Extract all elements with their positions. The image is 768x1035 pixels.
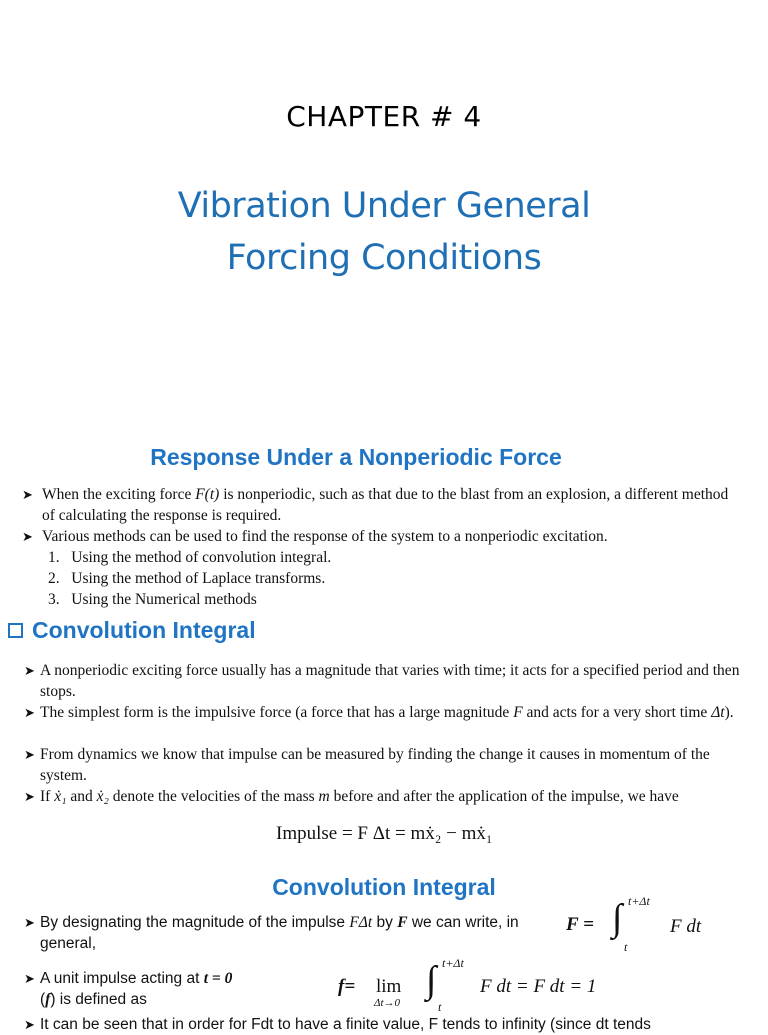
bullet-impulse-momentum: ➤ From dynamics we know that impulse can be measured by finding the change it causes in momentum of the system. (24, 746, 710, 784)
eq2-lim: lim (376, 976, 402, 997)
bullet-finite-value-partial: ➤ It can be seen that in order for Fdt to have a finite value, F tends to infinity (since dt tends (24, 1016, 651, 1033)
unit-impulse-equation (338, 954, 628, 1016)
eq2-lower-limit: t (438, 1000, 442, 1014)
eq2-upper-limit: t+Δt (442, 956, 464, 970)
eq2-rhs: F dt = F dt = 1 (480, 976, 597, 997)
arrow-bullet-icon: ➤ (22, 529, 33, 544)
bullet-nonperiodic-force: ➤ When the exciting force F(t) is nonperiodic, such as that due to the blast from an explosion, a different method of calculating the response is required. (22, 486, 729, 524)
arrow-bullet-icon: ➤ (24, 705, 35, 720)
bullet-nonperiodic-exciting-force: ➤ A nonperiodic exciting force usually has a magnitude that varies with time; it acts for a specified period and then stops. (24, 662, 740, 700)
integral-sign-icon: ∫ (426, 959, 437, 1001)
bullet-designating-impulse: ➤ By designating the magnitude of the impulse FΔt by F we can write, in general, (24, 914, 519, 952)
bullet-various-methods: ➤ Various methods can be used to find the response of the system to a nonperiodic excitation. (22, 528, 608, 545)
section-heading-convolution-integral: Convolution Integral (272, 874, 496, 900)
arrow-bullet-icon: ➤ (24, 663, 35, 678)
arrow-bullet-icon: ➤ (24, 789, 35, 804)
arrow-bullet-icon: ➤ (24, 915, 35, 930)
section-heading-convolution: Convolution Integral (8, 617, 256, 644)
method-item-1: 1. Using the method of convolution integral. (48, 549, 332, 566)
section-heading-nonperiodic: Response Under a Nonperiodic Force (150, 444, 562, 470)
eq2-lhs: f= (338, 976, 356, 997)
method-item-3: 3. Using the Numerical methods (48, 591, 257, 608)
checkbox-square-icon (8, 623, 23, 638)
chapter-title-line-2: Forcing Conditions (226, 238, 542, 278)
bullet-impulsive-force: ➤ The simplest form is the impulsive force (a force that has a large magnitude F and acts for a very short time Δt). (24, 704, 734, 721)
method-item-2: 2. Using the method of Laplace transforms. (48, 570, 326, 587)
arrow-bullet-icon: ➤ (24, 747, 35, 762)
chapter-title-line-1: Vibration Under General (177, 186, 591, 226)
integral-sign-icon: ∫ (612, 897, 623, 939)
eq1-lower-limit: t (624, 940, 628, 954)
bullet-velocities: ➤ If ẋ₁ and ẋ₂ denote the velocities of the mass m before and after the application of the impulse, we have (24, 788, 679, 805)
eq2-lim-subscript: Δt→0 (374, 997, 401, 1009)
arrow-bullet-icon: ➤ (24, 971, 35, 986)
bullet-unit-impulse: ➤ A unit impulse acting at t = 0 (f) is defined as (24, 970, 233, 1008)
arrow-bullet-icon: ➤ (22, 487, 33, 502)
eq1-rhs: F dt (670, 916, 702, 937)
eq1-upper-limit: t+Δt (628, 894, 650, 908)
impulse-integral-equation (566, 896, 736, 956)
eq1-lhs: F = (566, 914, 594, 935)
arrow-bullet-icon: ➤ (24, 1017, 35, 1032)
impulse-equation: Impulse = F Δt = mẋ₂ − mẋ₁ (276, 823, 493, 844)
chapter-number: CHAPTER # 4 (286, 100, 482, 133)
